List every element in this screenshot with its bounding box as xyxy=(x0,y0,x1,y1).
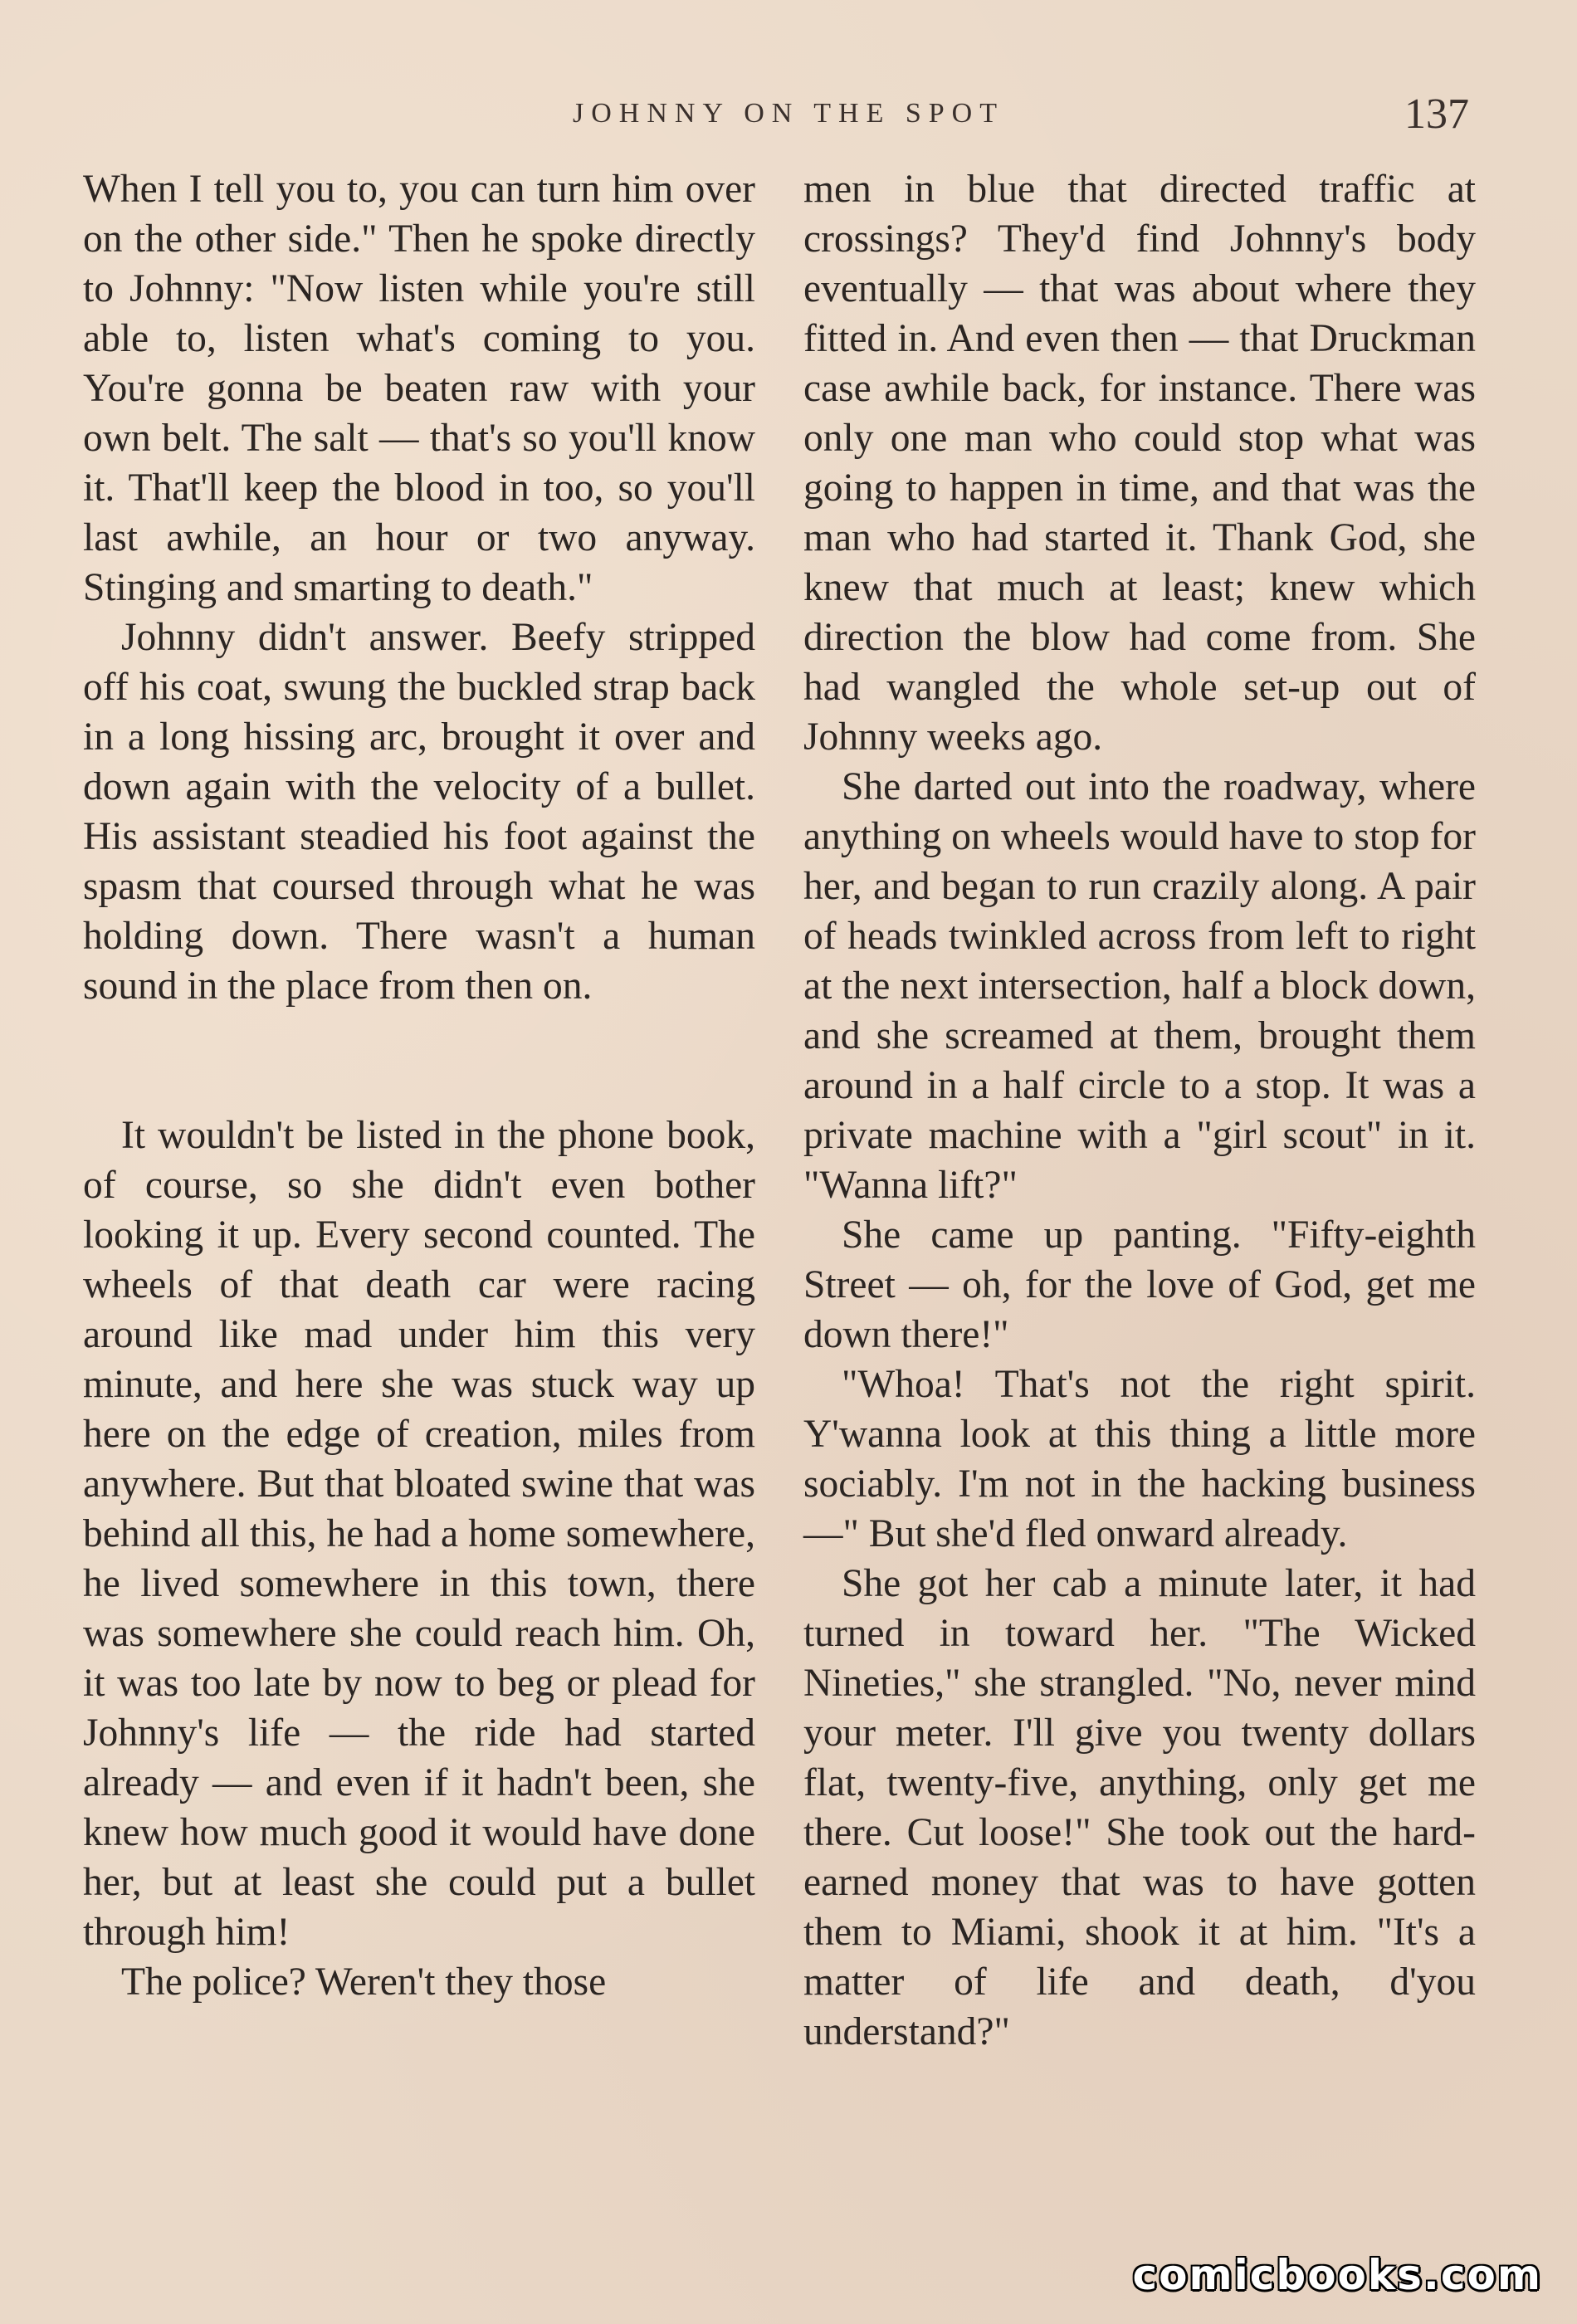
paragraph: She darted out into the roadway, where anything on wheels would have to stop for her, and began to run crazily along. A pair of heads twinkled across from left to right at the next intersection, half a block down, and she screamed at them, brought them around in a half circle to a stop. It was a private machine with a "girl scout" in it. "Wanna lift?" xyxy=(803,765,1476,1207)
paragraph: The police? Weren't they those xyxy=(121,1960,607,2004)
watermark: comicbooks.com xyxy=(1132,2251,1542,2299)
paragraph: She got her cab a minute later, it had turned in toward her. "The Wicked Nineties," she strangled. "No, never mind your meter. I'll give you twenty dollars flat, twenty-five, anything, only get me there. Cut loose!" She took out the hard-earned money that was to have gotten them to Miami, shook it at him. "It's a matter of life and death, d'you understand?" xyxy=(803,1562,1476,2053)
paragraph: "Whoa! That's not the right spirit. Y'wanna look at this thing a little more sociably. I'm not in the hacking business —" But she'd fled onward already. xyxy=(803,1363,1476,1555)
left-column xyxy=(83,164,755,2007)
running-title: JOHNNY ON THE SPOT xyxy=(573,98,1004,129)
paragraph: men in blue that directed traffic at crossings? They'd find Johnny's body eventually — that was about where they fitted in. And even then — that Druckman case awhile back, for instance. There was only one man who could stop what was going to happen in time, and that was the man who had started it. Thank God, she knew that much at least; knew which direction the blow had come from. She had wangled the whole set-up out of Johnny weeks ago. xyxy=(803,168,1476,759)
paragraph: She came up panting. "Fifty-eighth Street — oh, for the love of God, get me down there!" xyxy=(803,1213,1476,1356)
right-column xyxy=(803,164,1476,2057)
page-number: 137 xyxy=(1404,90,1469,138)
paragraph: When I tell you to, you can turn him over on the other side." Then he spoke directly to Johnny: "Now listen while you're still able to, listen what's coming to you. You're gonna be beaten raw with your own belt. The salt — that's so you'll know it. That'll keep the blood in too, so you'll last awhile, an hour or two anyway. Stinging and smarting to death." xyxy=(83,168,755,609)
running-head xyxy=(0,90,1577,148)
paragraph: Johnny didn't answer. Beefy stripped off his coat, swung the buckled strap back in a long hissing arc, brought it over and down again with the velocity of a bullet. His assistant steadied his foot against the spasm that coursed through what he was holding down. There wasn't a human sound in the place from then on. xyxy=(83,616,755,1008)
section-break xyxy=(83,1011,755,1111)
paragraph: It wouldn't be listed in the phone book, of course, so she didn't even bother looking it up. Every second counted. The wheels of that death car were racing around like mad under him this very minute, and here she was stuck way up here on the edge of creation, miles from anywhere. But that bloated swine that was behind all this, he had a home somewhere, he lived somewhere in this town, there was somewhere she could reach him. Oh, it was too late by now to beg or plead for Johnny's life — the ride had started already — and even if it hadn't been, she knew how much good it would have done her, but at least she could put a bullet through him! xyxy=(83,1114,755,1954)
